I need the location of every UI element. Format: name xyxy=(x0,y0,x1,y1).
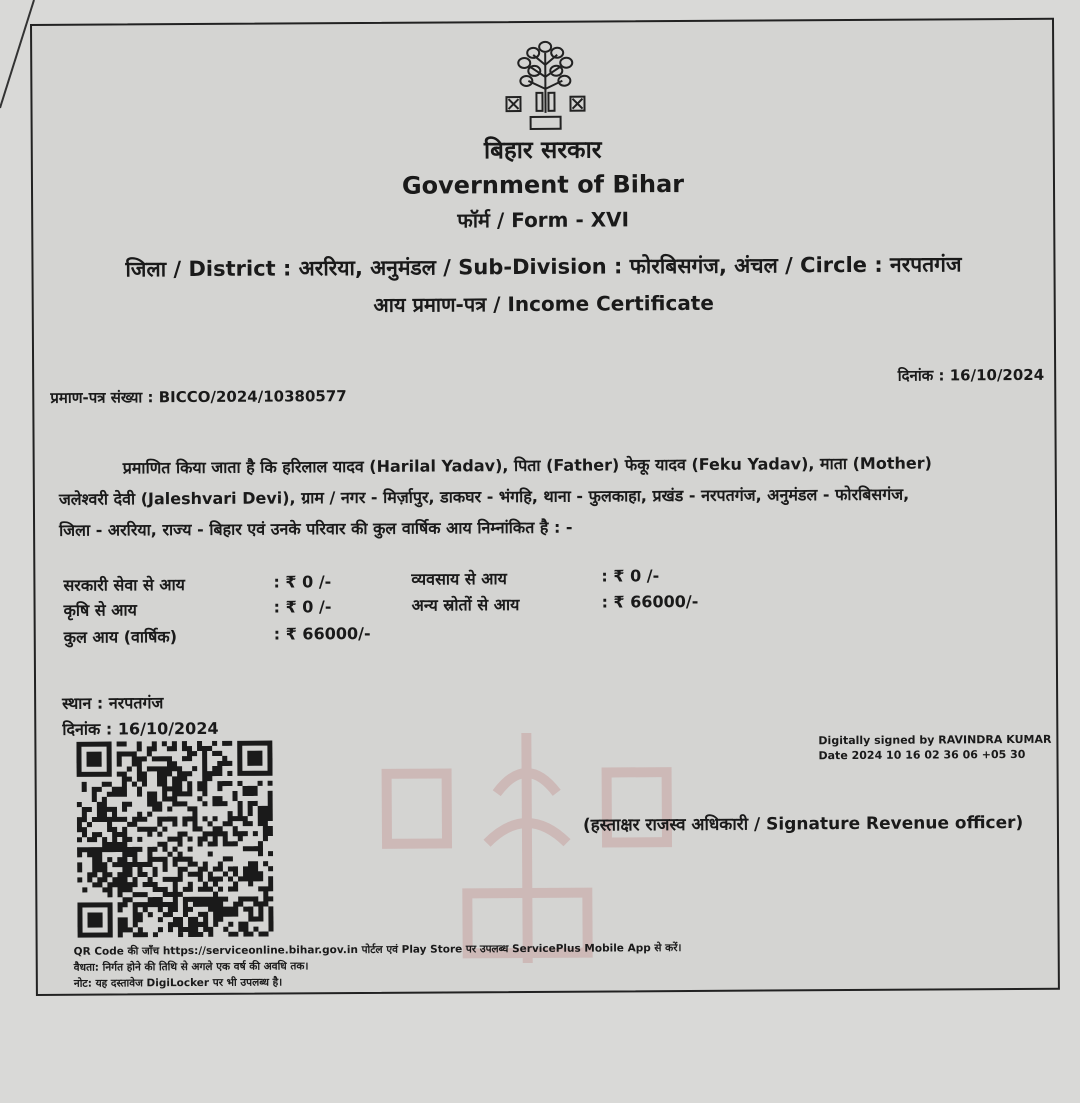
total-income-value: : ₹ 66000/- xyxy=(273,623,371,644)
certificate-number: प्रमाण-पत्र संख्या : BICCO/2024/10380577 xyxy=(50,387,347,407)
business-label: व्यवसाय से आय xyxy=(411,569,507,589)
footer-qr-note: QR Code की जाँच https://serviceonline.bihar.gov.in पोर्टल एवं Play Store पर उपलब्ध ServicePlus Mobile App से करें। xyxy=(73,942,682,958)
signature-label: (हस्ताक्षर राजस्व अधिकारी / Signature Revenue officer) xyxy=(582,812,1024,836)
digital-signature xyxy=(818,732,1051,763)
certificate-title: आय प्रमाण-पत्र / Income Certificate xyxy=(373,290,714,317)
bihar-emblem-icon xyxy=(500,35,591,136)
location-line: जिला / District : अररिया, अनुमंडल / Sub-Division : फोरबिसगंज, अंचल / Circle : नरपतगंज xyxy=(125,252,962,282)
place-block xyxy=(62,690,219,743)
place-name: स्थान : नरपतगंज xyxy=(62,693,164,713)
form-number: फॉर्म / Form - XVI xyxy=(457,207,630,233)
other-sources-label: अन्य स्रोतों से आय xyxy=(411,595,520,615)
footer-validity-note: वैधता: निर्गत होने की तिथि से अगले एक वर्ष की अवधि तक। xyxy=(73,960,309,974)
business-value: : ₹ 0 /- xyxy=(601,566,660,586)
agriculture-value: : ₹ 0 /- xyxy=(273,597,332,617)
agriculture-label: कृषि से आय xyxy=(63,600,137,620)
govt-english-heading: Government of Bihar xyxy=(401,170,685,200)
govt-service-value: : ₹ 0 /- xyxy=(273,572,332,592)
digital-signature-name: Digitally signed by RAVINDRA KUMAR xyxy=(818,732,1052,748)
total-income-label: कुल आय (वार्षिक) xyxy=(63,627,178,647)
certificate-date: दिनांक : 16/10/2024 xyxy=(897,365,1045,385)
certificate-body xyxy=(59,447,1050,546)
other-sources-value: : ₹ 66000/- xyxy=(601,591,699,612)
govt-service-label: सरकारी सेवा से आय xyxy=(63,575,185,595)
body-line-1: प्रमाणित किया जाता है कि हरिलाल यादव (Harilal Yadav), पिता (Father) फेकू यादव (Feku Yadav), माता (Mother) xyxy=(122,453,932,478)
digital-signature-date: Date 2024 10 16 02 36 06 +05 30 xyxy=(818,747,1026,763)
qr-code-icon[interactable] xyxy=(76,741,273,938)
certificate-sheet xyxy=(30,18,1060,996)
footer-notes xyxy=(74,940,682,992)
footer-digilocker-note: नोट: यह दस्तावेज DigiLocker पर भी उपलब्ध है। xyxy=(73,976,283,990)
place-date: दिनांक : 16/10/2024 xyxy=(62,718,219,739)
body-line-2: जलेश्वरी देवी (Jaleshvari Devi), ग्राम / नगर - मिर्ज़ापुर, डाकघर - भंगहि, थाना - फुलकाहा, प्रखंड - नरपतगंज, अनुमंडल - फोरबिसगंज, xyxy=(58,484,910,509)
govt-hindi-heading: बिहार सरकार xyxy=(483,135,602,165)
body-line-3: जिला - अररिया, राज्य - बिहार एवं उनके परिवार की कुल वार्षिक आय निम्नांकित है : - xyxy=(59,517,573,540)
